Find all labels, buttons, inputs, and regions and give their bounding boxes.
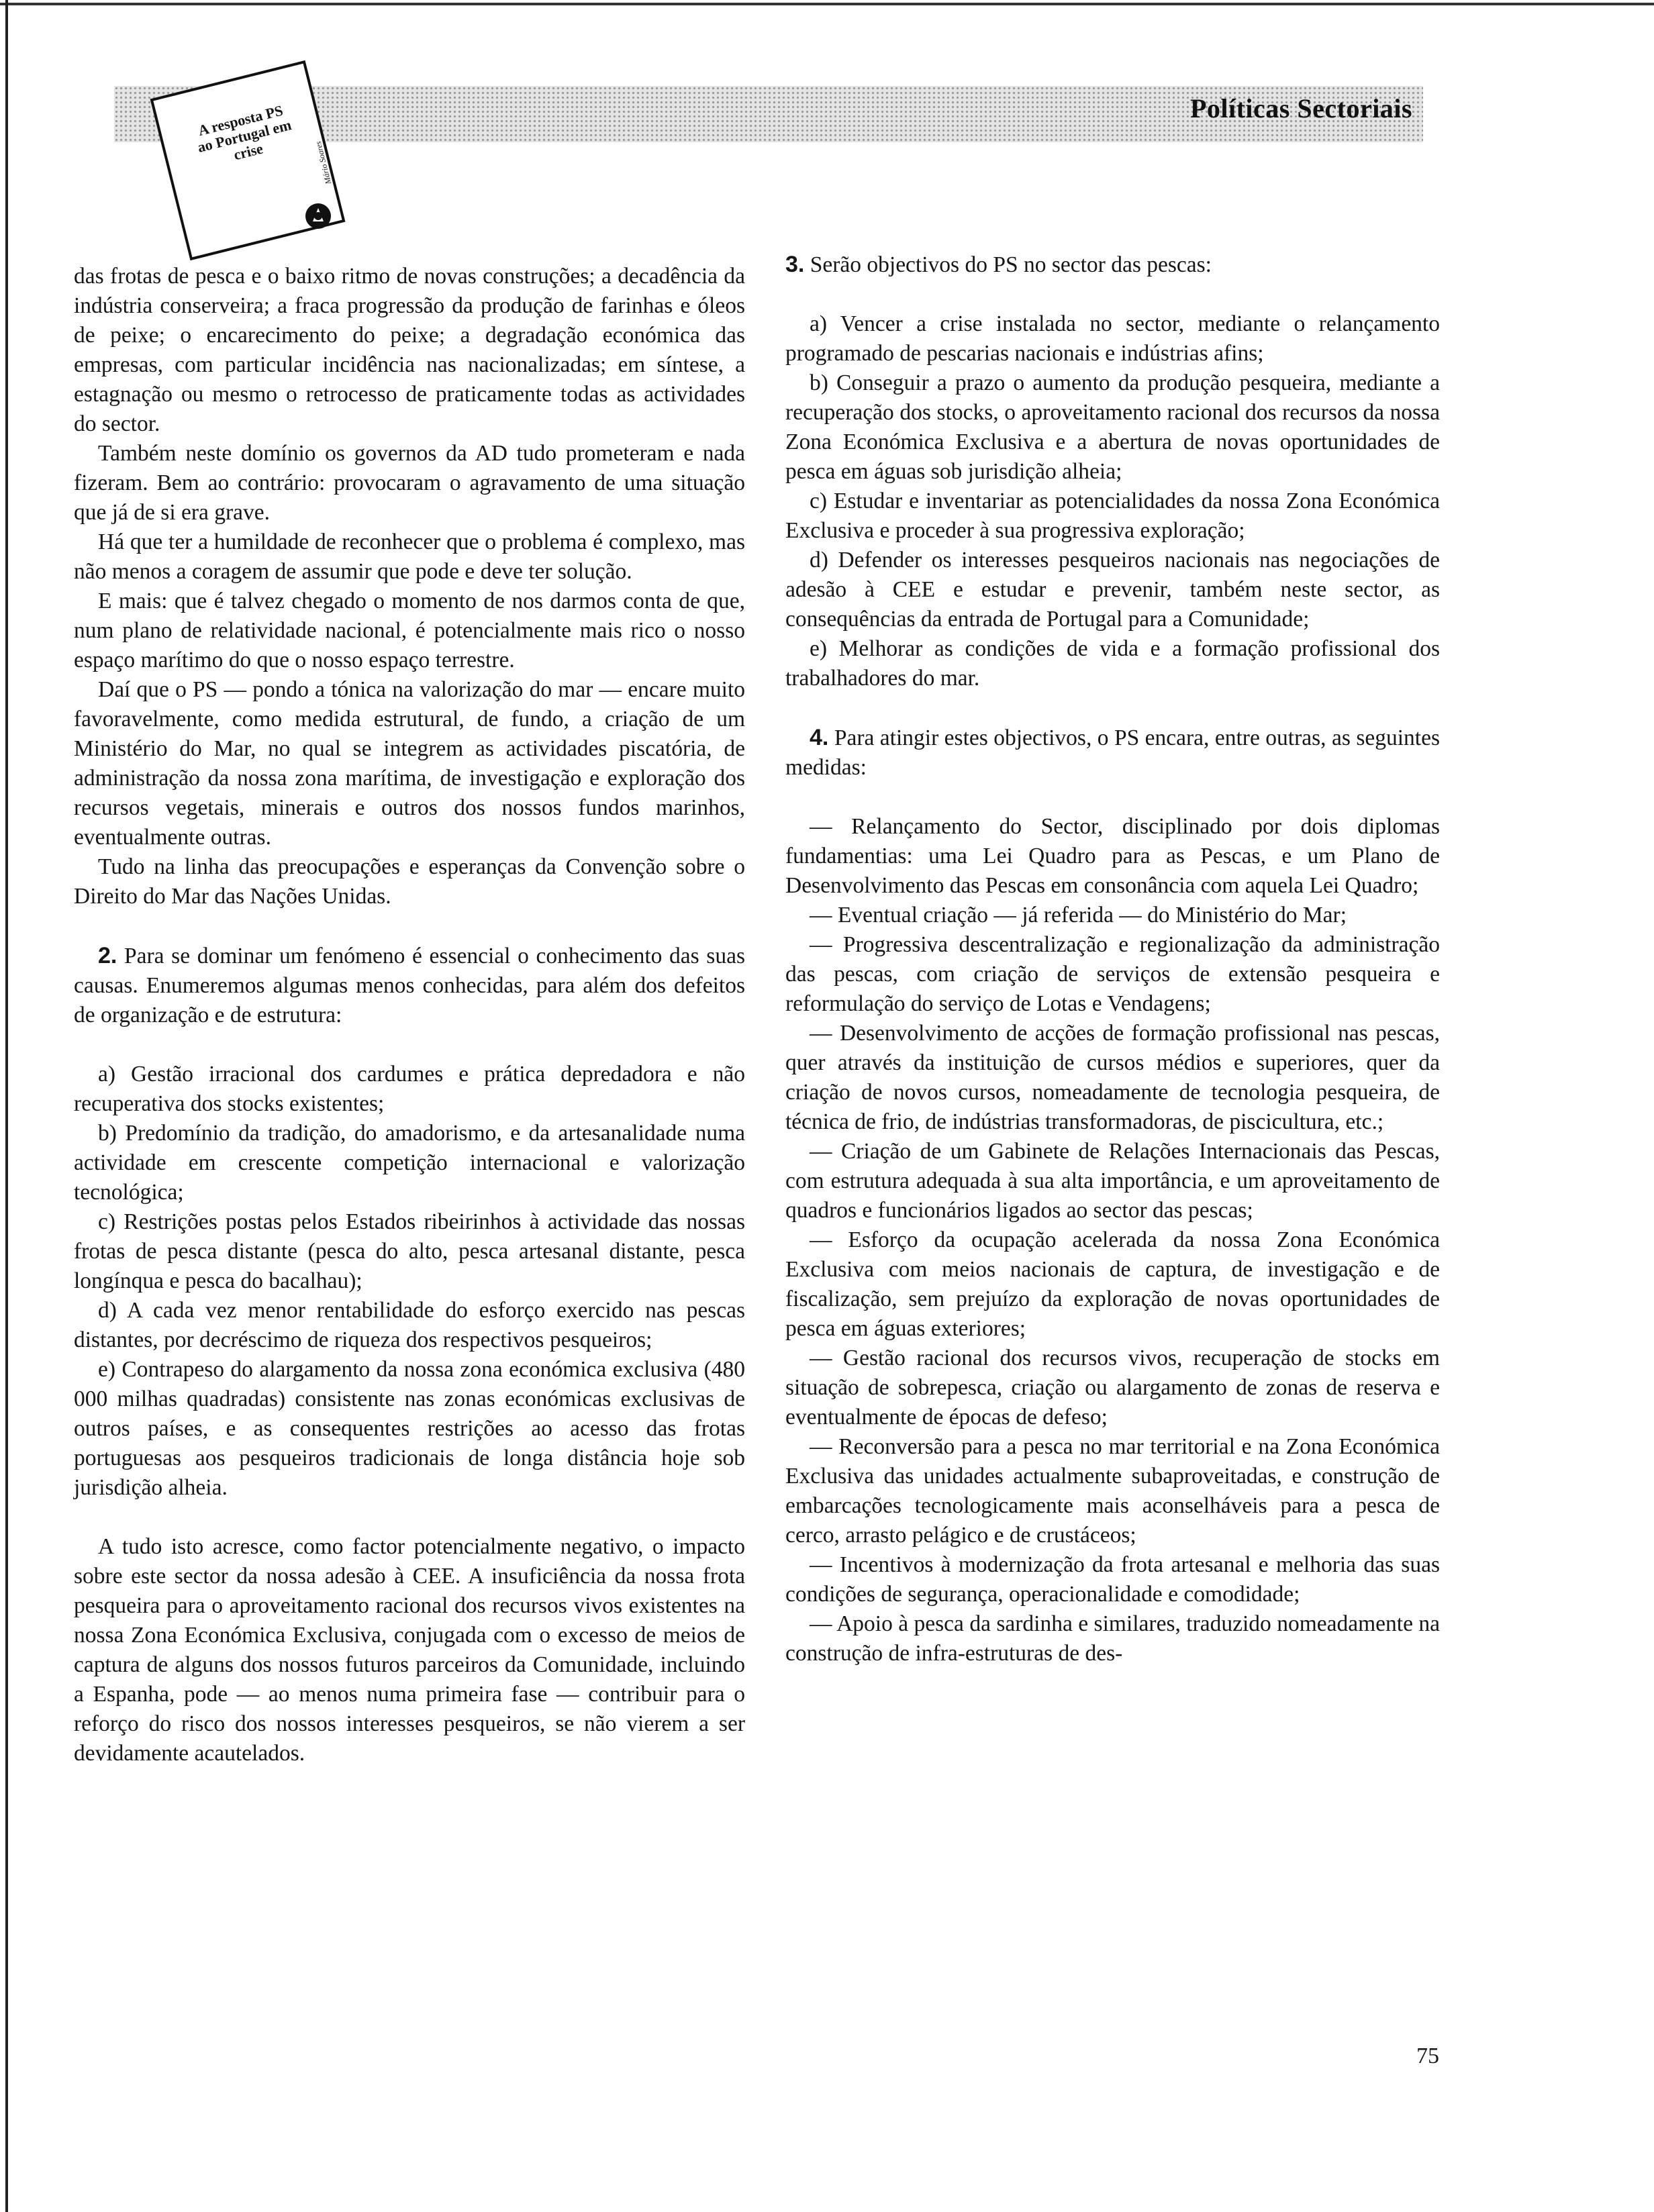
list-item: e) Melhorar as condições de vida e a formação profissional dos trabalhadores do mar. [785,636,1440,691]
list-item: — Incentivos à modernização da frota artesanal e melhoria das suas condições de segurança, operacionalidade e comodidade; [785,1552,1440,1607]
left-column [74,262,745,1768]
section-number: 3. [785,252,805,277]
list-item: d) A cada vez menor rentabilidade do esforço exercido nas pescas distantes, por decréscimo de riqueza dos respectivos pesqueiros; [74,1298,745,1352]
paragraph: das frotas de pesca e o baixo ritmo de novas construções; a decadência da indústria conserveira; a fraca progressão da produção de farinhas e óleos de peixe; o encarecimento do peixe; a degradação económica das empresas, com particular incidência nas nacionalizadas; em síntese, a estagnação ou mesmo o retrocesso de praticamente todas as actividades do sector. [74,264,745,436]
page-edge-left [5,0,8,2212]
paragraph: Serão objectivos do PS no sector das pescas: [810,252,1212,277]
section-title: Políticas Sectoriais [1189,93,1412,123]
list-item: — Reconversão para a pesca no mar territorial e na Zona Económica Exclusiva das unidades actualmente subaproveitadas, e construção de embarcações tecnologicamente mais aconselháveis para a pesca de cerco, arrasto pelágico e de crustáceos; [785,1434,1440,1548]
section-3-intro [785,250,1440,280]
section-4-intro [785,723,1440,783]
paragraph: A tudo isto acresce, como factor potencialmente negativo, o impacto sobre este sector da nossa adesão à CEE. A insuficiência da nossa frota pesqueira para o aproveitamento racional dos recursos vivos existentes na nossa Zona Económica Exclusiva, conjugada com o excesso de meios de captura de alguns dos nossos futuros parceiros da Comunidade, incluindo a Espanha, pode — ao menos numa primeira fase — contribuir para o reforço do risco dos nossos interesses pesqueiros, se não vierem a ser devidamente acautelados. [74,1534,745,1766]
list-item: — Gestão racional dos recursos vivos, recuperação de stocks em situação de sobrepesca, criação ou alargamento de zonas de reserva e eventualmente de épocas de defeso; [785,1346,1440,1429]
logo-side-text: Mário Soares [313,140,333,185]
party-logo-icon [303,201,333,231]
paragraph: Daí que o PS — pondo a tónica na valorização do mar — encare muito favoravelmente, como medida estrutural, de fundo, a criação de um Ministério do Mar, no qual se integrem as actividades piscatória, de administração da nossa zona marítima, de investigação e exploração dos recursos vegetais, minerais e outros dos nossos fundos marinhos, eventualmente outras. [74,677,745,850]
list-item: a) Gestão irracional dos cardumes e prática depredadora e não recuperativa dos stocks existentes; [74,1062,745,1116]
list-item: b) Conseguir a prazo o aumento da produção pesqueira, mediante a recuperação dos stocks, o aproveitamento racional dos recursos da nossa Zona Económica Exclusiva e a abertura de novas oportunidades de pesca em águas sob jurisdição alheia; [785,370,1440,484]
paragraph: E mais: que é talvez chegado o momento de nos darmos conta de que, num plano de relatividade nacional, é potencialmente mais rico o nosso espaço marítimo do que o nosso espaço terrestre. [74,589,745,672]
logo-text: A resposta PS ao Portugal em crise [195,101,293,164]
list-item: c) Restrições postas pelos Estados ribeirinhos à actividade das nossas frotas de pesca distante (pesca do alto, pesca artesanal distante, pesca longínqua e pesca do bacalhau); [74,1209,745,1293]
section-number: 2. [98,943,117,968]
list-item: — Criação de um Gabinete de Relações Internacionais das Pescas, com estrutura adequada à sua alta importância, e um aproveitamento de quadros e funcionários ligados ao sector das pescas; [785,1139,1440,1223]
list-item: — Esforço da ocupação acelerada da nossa Zona Económica Exclusiva com meios nacionais de captura, de investigação e de fiscalização, sem prejuízo da exploração de novas oportunidades de pesca em águas exteriores; [785,1227,1440,1341]
list-item: c) Estudar e inventariar as potencialidades da nossa Zona Económica Exclusiva e proceder à sua progressiva exploração; [785,489,1440,543]
list-item: a) Vencer a crise instalada no sector, mediante o relançamento programado de pescarias nacionais e indústrias afins; [785,311,1440,366]
right-column [785,250,1440,1668]
section-number: 4. [810,725,829,750]
list-item: — Progressiva descentralização e regionalização da administração das pescas, com criação de serviços de extensão pesqueira e reformulação do serviço de Lotas e Vendagens; [785,932,1440,1016]
section-2-intro [74,941,745,1030]
list-item: — Apoio à pesca da sardinha e similares, traduzido nomeadamente na construção de infra-estruturas de des- [785,1611,1440,1666]
list-item: — Desenvolvimento de acções de formação profissional nas pescas, quer através da instituição de cursos médios e superiores, quer da criação de novos cursos, nomeadamente de tecnologia pesqueira, de técnica de frio, de indústrias transformadoras, de piscicultura, etc.; [785,1021,1440,1134]
page-number: 75 [1416,2044,1439,2068]
list-item: — Relançamento do Sector, disciplinado por dois diplomas fundamentias: uma Lei Quadro para as Pescas, e um Plano de Desenvolvimento das Pescas em consonância com aquela Lei Quadro; [785,814,1440,898]
paragraph: Para se dominar um fenómeno é essencial o conhecimento das suas causas. Enumeremos algumas menos conhecidas, para além dos defeitos de organização e de estrutura: [74,944,745,1027]
list-item: b) Predomínio da tradição, do amadorismo, e da artesanalidade numa actividade em crescente competição internacional e valorização tecnológica; [74,1121,745,1205]
paragraph: Também neste domínio os governos da AD tudo prometeram e nada fizeram. Bem ao contrário: provocaram o agravamento de uma situação que já de si era grave. [74,441,745,525]
paragraph: Há que ter a humildade de reconhecer que o problema é complexo, mas não menos a coragem de assumir que pode e deve ter solução. [74,530,745,584]
paragraph: Tudo na linha das preocupações e esperanças da Convenção sobre o Direito do Mar das Nações Unidas. [74,854,745,909]
page-edge-top [0,3,1654,5]
list-item: — Eventual criação — já referida — do Ministério do Mar; [810,903,1347,927]
paragraph: Para atingir estes objectivos, o PS encara, entre outras, as seguintes medidas: [785,725,1440,780]
list-item: d) Defender os interesses pesqueiros nacionais nas negociações de adesão à CEE e estudar e prevenir, também neste sector, as consequências da entrada de Portugal para a Comunidade; [785,548,1440,632]
list-item: e) Contrapeso do alargamento da nossa zona económica exclusiva (480 000 milhas quadradas) consistente nas zonas económicas exclusivas de outros países, e as consequentes restrições ao acesso das frotas portuguesas aos pesqueiros tradicionais de longa distância hoje sob jurisdição alheia. [74,1357,745,1500]
